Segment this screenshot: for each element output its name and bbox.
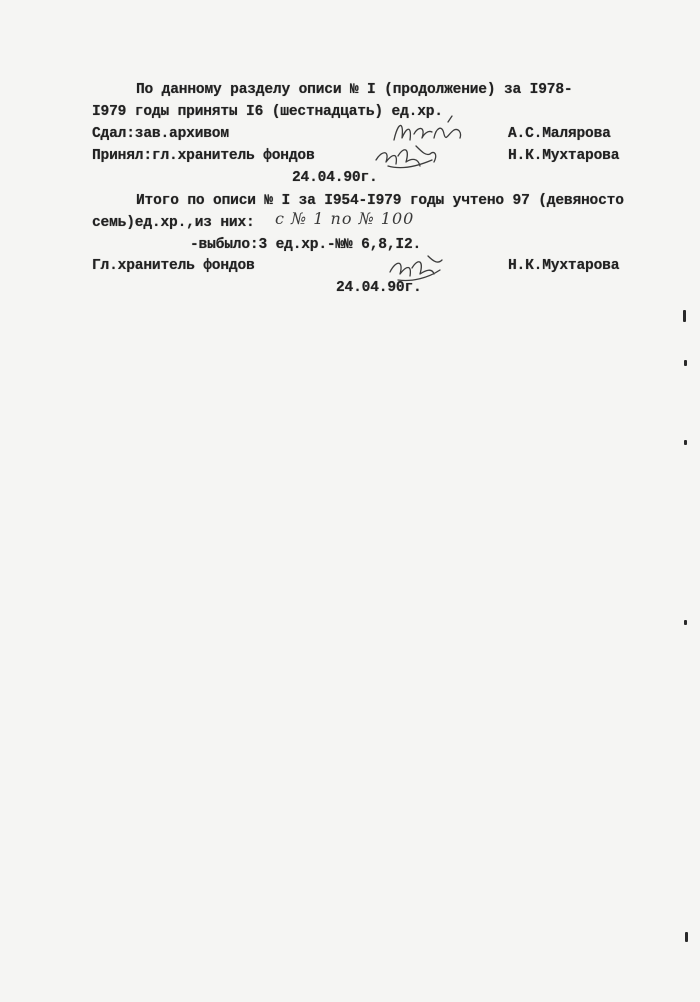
received-name: Н.К.Мухтарова bbox=[508, 148, 620, 164]
edge-mark bbox=[685, 932, 688, 942]
edge-mark bbox=[684, 360, 687, 366]
handed-over-name: А.С.Малярова bbox=[508, 126, 611, 142]
edge-mark bbox=[683, 310, 686, 322]
dropped-items-line: -выбыло:3 ед.хр.-№№ 6,8,I2. bbox=[190, 237, 422, 253]
edge-mark bbox=[684, 440, 687, 445]
keeper-name: Н.К.Мухтарова bbox=[508, 258, 620, 274]
text-line-2: I979 годы приняты I6 (шестнадцать) ед.хр. bbox=[92, 104, 443, 120]
total-line-2: семь)ед.хр.,из них: bbox=[92, 215, 255, 231]
text-line-1: По данному разделу описи № I (продолжение) за I978- bbox=[136, 82, 573, 98]
total-line-1: Итого по описи № I за I954-I979 годы учтено 97 (девяносто bbox=[136, 193, 624, 209]
handwritten-range-note: с № 1 по № 100 bbox=[275, 209, 415, 228]
handed-over-label: Сдал:зав.архивом bbox=[92, 126, 229, 142]
signature-keeper bbox=[384, 248, 454, 288]
keeper-label: Гл.хранитель фондов bbox=[92, 258, 255, 274]
edge-mark bbox=[684, 620, 687, 625]
date-second: 24.04.90г. bbox=[336, 280, 422, 296]
received-label: Принял:гл.хранитель фондов bbox=[92, 148, 315, 164]
signature-received bbox=[368, 136, 458, 176]
date-first: 24.04.90г. bbox=[292, 170, 378, 186]
